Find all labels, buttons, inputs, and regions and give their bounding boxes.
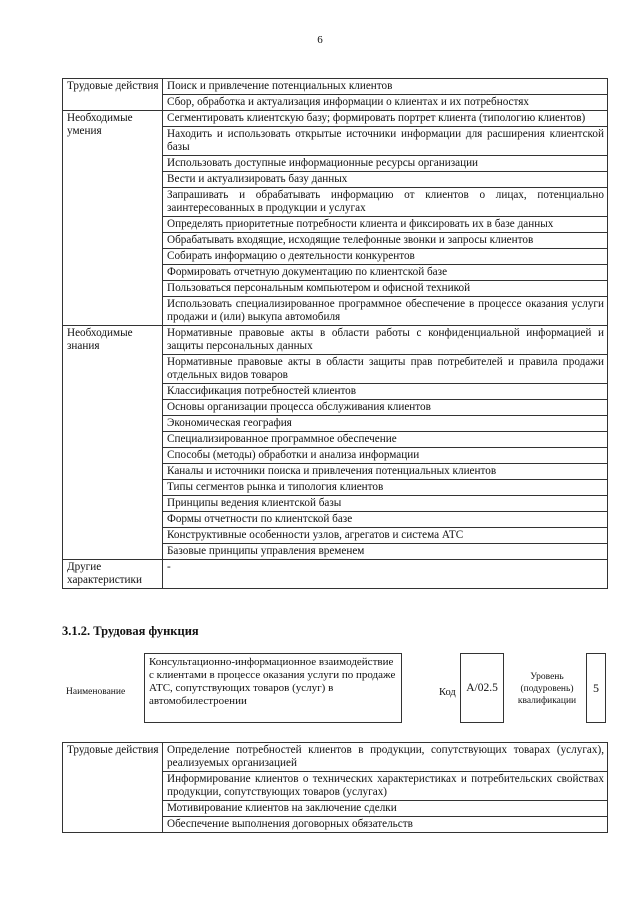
section-item: Определение потребностей клиентов в продукции, сопутствующих товарах (услугах), реализуемых организацией	[163, 743, 608, 772]
function-name-value: Консультационно-информационное взаимодействие с клиентами в процессе оказания услуги по продаже АТС, сопутствующих товаров (услуг) в автомобилестроении	[144, 653, 402, 723]
section-item: Способы (методы) обработки и анализа информации	[163, 448, 608, 464]
section-item: Использовать доступные информационные ресурсы организации	[163, 156, 608, 172]
section-item: Сбор, обработка и актуализация информации о клиентах и их потребностях	[163, 95, 608, 111]
section-item: Базовые принципы управления временем	[163, 544, 608, 560]
section-item: Основы организации процесса обслуживания клиентов	[163, 400, 608, 416]
section-item: Типы сегментов рынка и типология клиентов	[163, 480, 608, 496]
table-row	[63, 111, 608, 127]
section-item: Каналы и источники поиска и привлечения потенциальных клиентов	[163, 464, 608, 480]
section-label: Другие характеристики	[63, 560, 163, 589]
labor-function-header	[62, 651, 608, 731]
section-item: Собирать информацию о деятельности конкурентов	[163, 249, 608, 265]
section-item: Формы отчетности по клиентской базе	[163, 512, 608, 528]
section-item: Специализированное программное обеспечение	[163, 432, 608, 448]
section-item: -	[163, 560, 608, 589]
function-name-label: Наименование	[66, 687, 126, 697]
section-item: Определять приоритетные потребности клиента и фиксировать их в базе данных	[163, 217, 608, 233]
qualification-level-value: 5	[586, 653, 606, 723]
function-code-value: A/02.5	[460, 653, 504, 723]
labor-actions-table	[62, 742, 608, 833]
skills-table	[62, 78, 608, 589]
section-item: Находить и использовать открытые источники информации для расширения клиентской базы	[163, 127, 608, 156]
section-item: Запрашивать и обрабатывать информацию от клиентов о лицах, потенциально заинтересованных в продукции и услугах	[163, 188, 608, 217]
section-label: Трудовые действия	[63, 743, 163, 833]
section-label: Необходимые знания	[63, 326, 163, 560]
page-number: 6	[317, 34, 323, 46]
section-item: Конструктивные особенности узлов, агрегатов и система АТС	[163, 528, 608, 544]
table-row	[63, 743, 608, 772]
section-item: Сегментировать клиентскую базу; формировать портрет клиента (типологию клиентов)	[163, 111, 608, 127]
function-code-label: Код	[439, 687, 456, 698]
section-item: Принципы ведения клиентской базы	[163, 496, 608, 512]
section-label: Необходимые умения	[63, 111, 163, 326]
qualification-level-label: Уровень (подуровень) квалификации	[517, 672, 577, 706]
section-item: Поиск и привлечение потенциальных клиентов	[163, 79, 608, 95]
table-row	[63, 560, 608, 589]
section-item: Информирование клиентов о технических характеристиках и потребительских свойствах продукции, сопутствующих товаров (услугах)	[163, 772, 608, 801]
table-row	[63, 79, 608, 95]
section-item: Использовать специализированное программное обеспечение в процессе оказания услуги продажи и (или) выкупа автомобиля	[163, 297, 608, 326]
section-item: Экономическая география	[163, 416, 608, 432]
section-item: Обрабатывать входящие, исходящие телефонные звонки и запросы клиентов	[163, 233, 608, 249]
section-item: Формировать отчетную документацию по клиентской базе	[163, 265, 608, 281]
section-subheading: 3.1.2. Трудовая функция	[62, 624, 199, 638]
section-label: Трудовые действия	[63, 79, 163, 111]
section-item: Вести и актуализировать базу данных	[163, 172, 608, 188]
section-item: Обеспечение выполнения договорных обязательств	[163, 817, 608, 833]
section-item: Классификация потребностей клиентов	[163, 384, 608, 400]
section-item: Мотивирование клиентов на заключение сделки	[163, 801, 608, 817]
table-row	[63, 326, 608, 355]
section-item: Пользоваться персональным компьютером и офисной техникой	[163, 281, 608, 297]
section-item: Нормативные правовые акты в области защиты прав потребителей и правила продажи отдельных видов товаров	[163, 355, 608, 384]
section-item: Нормативные правовые акты в области работы с конфиденциальной информацией и защиты персональных данных	[163, 326, 608, 355]
